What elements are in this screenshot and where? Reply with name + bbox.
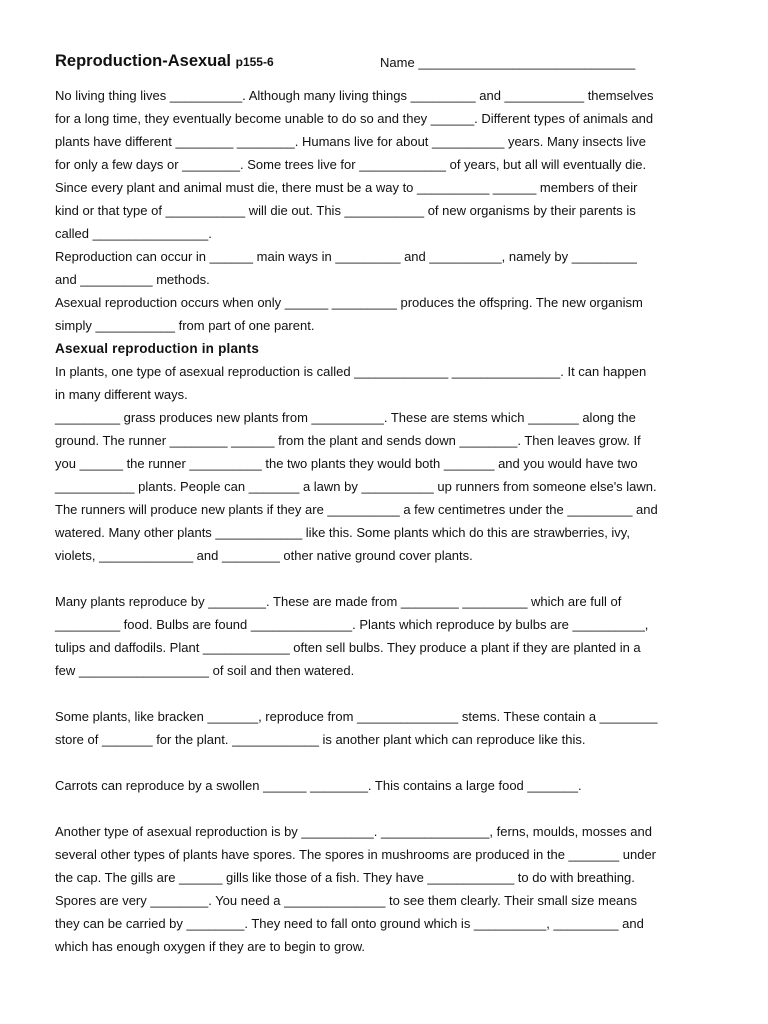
paragraph-line: plants have different ________ ________. Humans live for about __________ years. Many insects live [55,134,646,149]
paragraph-spacer [55,751,715,774]
paragraph-line: _________ food. Bulbs are found ______________. Plants which reproduce by bulbs are __________, [55,617,649,632]
paragraph-line: simply ___________ from part of one parent. [55,318,315,333]
worksheet-paragraph [55,291,715,337]
paragraph-line: Asexual reproduction occurs when only ______ _________ produces the offspring. The new organism [55,295,643,310]
worksheet-title [55,52,274,71]
worksheet-paragraph [55,590,715,682]
paragraph-line: Carrots can reproduce by a swollen ______ ________. This contains a large food _______. [55,778,582,793]
paragraph-line: for only a few days or ________. Some trees live for ____________ of years, but all will eventually die. [55,157,647,172]
worksheet-paragraph [55,820,715,958]
paragraph-line: In plants, one type of asexual reproduction is called _____________ _______________. It can happen [55,364,647,379]
name-blank[interactable]: ______________________________ [418,55,636,70]
paragraph-line: tulips and daffodils. Plant ____________ often sell bulbs. They produce a plant if they are planted in a [55,640,641,655]
worksheet-paragraph [55,84,715,245]
paragraph-line: in many different ways. [55,387,188,402]
paragraph-line: The runners will produce new plants if they are __________ a few centimetres under the _________ and [55,502,658,517]
paragraph-line: kind or that type of ___________ will die out. This ___________ of new organisms by their parents is [55,203,636,218]
paragraph-line: store of _______ for the plant. ____________ is another plant which can reproduce like this. [55,732,586,747]
paragraph-line: which has enough oxygen if they are to begin to grow. [55,939,366,954]
worksheet-page [55,50,715,958]
worksheet-paragraph [55,774,715,797]
paragraph-line: No living thing lives __________. Although many living things _________ and ___________ themselves [55,88,654,103]
paragraph-line: violets, _____________ and ________ other native ground cover plants. [55,548,473,563]
worksheet-paragraph [55,245,715,291]
paragraph-line: _________ grass produces new plants from __________. These are stems which _______ along the [55,410,636,425]
paragraph-line: you ______ the runner __________ the two plants they would both _______ and you would have two [55,456,638,471]
paragraph-line: Some plants, like bracken _______, reproduce from ______________ stems. These contain a ________ [55,709,658,724]
worksheet-header [55,50,715,76]
worksheet-paragraph [55,705,715,751]
paragraph-line: called ________________. [55,226,212,241]
paragraph-line: few __________________ of soil and then watered. [55,663,355,678]
section-heading: Asexual reproduction in plants [55,341,260,356]
worksheet-paragraph [55,360,715,406]
worksheet-paragraph [55,406,715,567]
paragraph-line: Another type of asexual reproduction is by __________. _______________, ferns, moulds, mosses and [55,824,652,839]
paragraph-line: and __________ methods. [55,272,210,287]
title-text: Reproduction-Asexual [55,52,232,70]
paragraph-line: watered. Many other plants ____________ like this. Some plants which do this are strawberries, ivy, [55,525,630,540]
paragraph-line: Reproduction can occur in ______ main ways in _________ and __________, namely by _________ [55,249,637,264]
paragraph-line: Spores are very ________. You need a ______________ to see them clearly. Their small size means [55,893,638,908]
paragraph-line: for a long time, they eventually become unable to do so and they ______. Different types of animals and [55,111,654,126]
worksheet-body [55,84,715,958]
paragraph-line: the cap. The gills are ______ gills like those of a fish. They have ____________ to do with breathing. [55,870,635,885]
paragraph-line: ___________ plants. People can _______ a lawn by __________ up runners from someone else's lawn. [55,479,657,494]
page-reference: p155-6 [235,55,274,69]
name-label: Name [380,55,415,70]
paragraph-spacer [55,682,715,705]
paragraph-spacer [55,567,715,590]
paragraph-line: they can be carried by ________. They need to fall onto ground which is __________, _________ and [55,916,644,931]
paragraph-line: Many plants reproduce by ________. These are made from ________ _________ which are full of [55,594,622,609]
paragraph-line: several other types of plants have spores. The spores in mushrooms are produced in the _______ under [55,847,657,862]
name-field[interactable] [380,55,635,70]
paragraph-line: Since every plant and animal must die, there must be a way to __________ ______ members of their [55,180,638,195]
paragraph-line: ground. The runner ________ ______ from the plant and sends down ________. Then leaves grow. If [55,433,641,448]
paragraph-spacer [55,797,715,820]
